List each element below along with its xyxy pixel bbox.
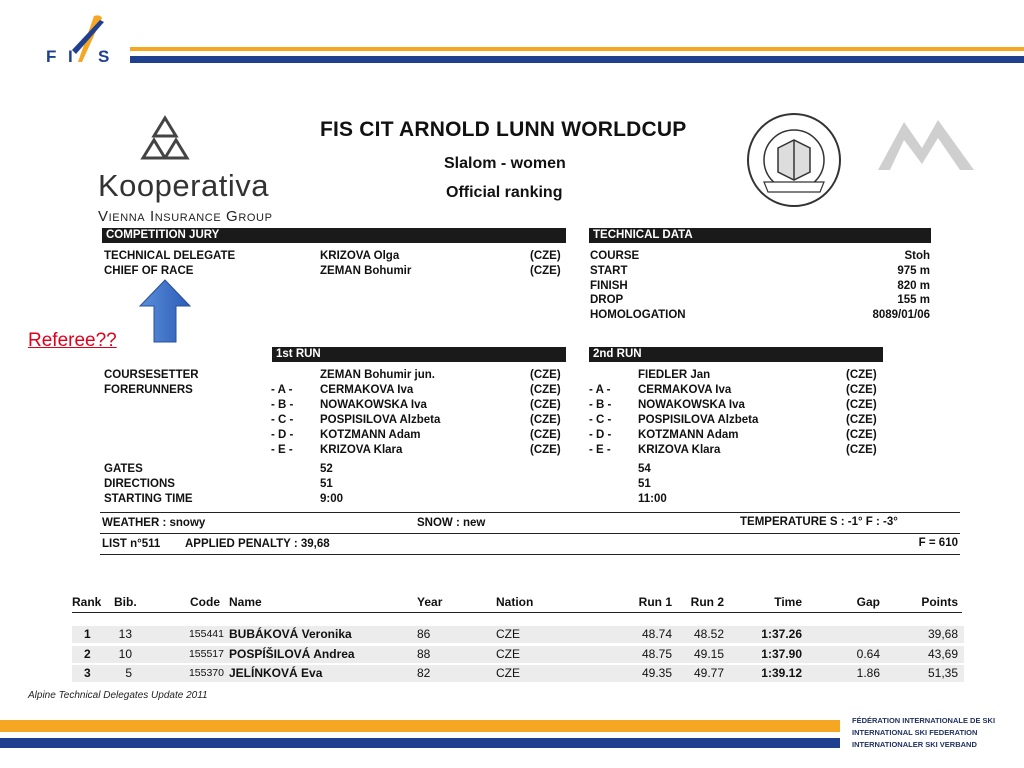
- run1-forerunner-name: KOTZMANN Adam: [320, 429, 421, 441]
- kooperativa-logo-icon: [136, 114, 194, 166]
- ski-association-seal-icon: [744, 110, 844, 210]
- cell-rank: 2: [84, 647, 91, 661]
- jury-name: ZEMAN Bohumir: [320, 265, 412, 277]
- run2-gates: 54: [638, 463, 651, 475]
- production-logo-icon: [876, 112, 976, 202]
- run2-forerunner-nation: (CZE): [846, 429, 877, 441]
- run1-forerunner-tag: - D -: [271, 429, 294, 441]
- run1-forerunner-nation: (CZE): [530, 414, 561, 426]
- document-title: FIS CIT ARNOLD LUNN WORLDCUP: [320, 118, 687, 141]
- tech-label: FINISH: [590, 280, 628, 292]
- sponsor-group: Vienna Insurance Group: [98, 208, 273, 225]
- run2-forerunner-tag: - E -: [589, 444, 611, 456]
- jury-nation: (CZE): [530, 250, 561, 262]
- footnote: Alpine Technical Delegates Update 2011: [28, 690, 208, 701]
- gates-label: GATES: [104, 463, 143, 475]
- footer-stripe-orange: [0, 720, 840, 732]
- coursesetter-label: COURSESETTER: [104, 369, 199, 381]
- header-stripe-blue: [130, 56, 1024, 63]
- tech-value: 155 m: [897, 294, 930, 306]
- run2-directions: 51: [638, 478, 651, 490]
- technical-data-header: TECHNICAL DATA: [589, 228, 931, 243]
- col-year: Year: [417, 595, 443, 609]
- cell-run1: 48.74: [641, 627, 672, 641]
- applied-penalty: APPLIED PENALTY : 39,68: [185, 538, 330, 550]
- run1-forerunner-nation: (CZE): [530, 444, 561, 456]
- temperature: TEMPERATURE S : -1° F : -3°: [740, 516, 898, 528]
- run2-starting-time: 11:00: [638, 493, 667, 505]
- run1-forerunner-nation: (CZE): [530, 399, 561, 411]
- run2-forerunner-name: POSPISILOVA Alzbeta: [638, 414, 759, 426]
- federation-name-en: INTERNATIONAL SKI FEDERATION: [852, 728, 978, 737]
- run2-coursesetter: FIEDLER Jan: [638, 369, 711, 381]
- col-bib: Bib.: [114, 595, 137, 609]
- cell-points: 39,68: [927, 627, 958, 641]
- header-stripe-gap: [130, 53, 1024, 55]
- cell-name: POSPÍŠILOVÁ Andrea: [229, 647, 355, 661]
- tech-value: 8089/01/06: [872, 309, 930, 321]
- cell-time: 1:37.26: [761, 627, 802, 641]
- second-run-header: 2nd RUN: [589, 347, 883, 362]
- run1-forerunner-tag: - E -: [271, 444, 293, 456]
- cell-year: 86: [417, 627, 431, 641]
- federation-name-de: INTERNATIONALER SKI VERBAND: [852, 740, 977, 749]
- forerunners-label: FORERUNNERS: [104, 384, 193, 396]
- weather: WEATHER : snowy: [102, 517, 206, 529]
- tech-value: 975 m: [897, 265, 930, 277]
- fis-logo: [42, 12, 122, 68]
- tech-label: START: [590, 265, 628, 277]
- fis-letter-f: F: [46, 47, 57, 66]
- cell-gap: 1.86: [856, 666, 880, 680]
- divider: [100, 533, 960, 534]
- competition-jury-header: COMPETITION JURY: [102, 228, 566, 243]
- cell-name: BUBÁKOVÁ Veronika: [229, 627, 352, 641]
- col-gap: Gap: [856, 595, 880, 609]
- run1-forerunner-name: CERMAKOVA Iva: [320, 384, 414, 396]
- run1-forerunner-tag: - C -: [271, 414, 294, 426]
- run1-forerunner-name: NOWAKOWSKA Iva: [320, 399, 427, 411]
- run2-forerunner-nation: (CZE): [846, 414, 877, 426]
- run2-forerunner-tag: - A -: [589, 384, 611, 396]
- run1-forerunner-tag: - B -: [271, 399, 294, 411]
- directions-label: DIRECTIONS: [104, 478, 175, 490]
- cell-time: 1:37.90: [761, 647, 802, 661]
- arrow-up-icon: [138, 278, 192, 344]
- referee-annotation: Referee??: [28, 330, 117, 351]
- cell-points: 51,35: [927, 666, 958, 680]
- jury-role: TECHNICAL DELEGATE: [104, 250, 236, 262]
- run1-gates: 52: [320, 463, 333, 475]
- cell-bib: 10: [118, 647, 132, 661]
- cell-run1: 48.75: [641, 647, 672, 661]
- first-run-header: 1st RUN: [272, 347, 566, 362]
- run2-forerunner-name: CERMAKOVA Iva: [638, 384, 732, 396]
- event-name: Slalom - women: [444, 155, 566, 172]
- cell-name: JELÍNKOVÁ Eva: [229, 666, 323, 680]
- run1-forerunner-name: KRIZOVA Klara: [320, 444, 403, 456]
- run2-forerunner-nation: (CZE): [846, 384, 877, 396]
- header-stripe-orange: [130, 47, 1024, 51]
- run2-forerunner-name: KOTZMANN Adam: [638, 429, 739, 441]
- cell-run2: 49.77: [693, 666, 724, 680]
- table-header-divider: [72, 612, 962, 613]
- tech-value: Stoh: [904, 250, 930, 262]
- cell-nation: CZE: [496, 647, 520, 661]
- run2-forerunner-nation: (CZE): [846, 444, 877, 456]
- jury-name: KRIZOVA Olga: [320, 250, 400, 262]
- run2-coursesetter-nation: (CZE): [846, 369, 877, 381]
- footer-stripe-blue: [0, 738, 840, 748]
- col-nation: Nation: [496, 595, 534, 609]
- run1-forerunner-nation: (CZE): [530, 429, 561, 441]
- cell-nation: CZE: [496, 627, 520, 641]
- cell-year: 82: [417, 666, 431, 680]
- jury-role: CHIEF OF RACE: [104, 265, 194, 277]
- f-value: F = 610: [918, 537, 958, 549]
- cell-run1: 49.35: [641, 666, 672, 680]
- col-name: Name: [229, 595, 262, 609]
- fis-letter-i: I: [68, 47, 73, 66]
- tech-value: 820 m: [897, 280, 930, 292]
- run1-directions: 51: [320, 478, 333, 490]
- run2-forerunner-tag: - B -: [589, 399, 612, 411]
- divider: [100, 554, 960, 555]
- col-rank: Rank: [72, 595, 102, 609]
- col-run2: Run 2: [690, 595, 724, 609]
- cell-nation: CZE: [496, 666, 520, 680]
- cell-run2: 49.15: [693, 647, 724, 661]
- tech-label: HOMOLOGATION: [590, 309, 686, 321]
- cell-rank: 1: [84, 627, 91, 641]
- col-points: Points: [921, 595, 958, 609]
- federation-name-fr: FÉDÉRATION INTERNATIONALE DE SKI: [852, 716, 996, 725]
- divider: [100, 512, 960, 513]
- tech-label: COURSE: [590, 250, 640, 262]
- jury-nation: (CZE): [530, 265, 561, 277]
- snow: SNOW : new: [417, 517, 486, 529]
- run2-forerunner-name: NOWAKOWSKA Iva: [638, 399, 745, 411]
- run2-forerunner-name: KRIZOVA Klara: [638, 444, 721, 456]
- run1-coursesetter-nation: (CZE): [530, 369, 561, 381]
- run1-starting-time: 9:00: [320, 493, 344, 505]
- cell-code: 155517: [188, 648, 224, 660]
- list-number: LIST n°511: [102, 538, 161, 550]
- run1-forerunner-nation: (CZE): [530, 384, 561, 396]
- run2-forerunner-tag: - D -: [589, 429, 612, 441]
- ranking-title: Official ranking: [446, 184, 563, 201]
- col-time: Time: [774, 595, 802, 609]
- cell-bib: 5: [125, 666, 132, 680]
- run1-forerunner-tag: - A -: [271, 384, 293, 396]
- sponsor-name: Kooperativa: [98, 168, 269, 203]
- run2-forerunner-nation: (CZE): [846, 399, 877, 411]
- cell-code: 155441: [188, 628, 224, 640]
- col-code: Code: [190, 595, 220, 609]
- fis-letter-s: S: [98, 47, 110, 66]
- cell-time: 1:39.12: [761, 666, 802, 680]
- tech-label: DROP: [590, 294, 624, 306]
- starting-time-label: STARTING TIME: [104, 493, 193, 505]
- cell-gap: 0.64: [856, 647, 880, 661]
- cell-bib: 13: [118, 627, 132, 641]
- col-run1: Run 1: [638, 595, 672, 609]
- cell-rank: 3: [84, 666, 91, 680]
- run2-forerunner-tag: - C -: [589, 414, 612, 426]
- cell-year: 88: [417, 647, 431, 661]
- cell-points: 43,69: [927, 647, 958, 661]
- cell-run2: 48.52: [693, 627, 724, 641]
- run1-forerunner-name: POSPISILOVA Alzbeta: [320, 414, 441, 426]
- cell-code: 155370: [188, 667, 224, 679]
- run1-coursesetter: ZEMAN Bohumir jun.: [320, 369, 435, 381]
